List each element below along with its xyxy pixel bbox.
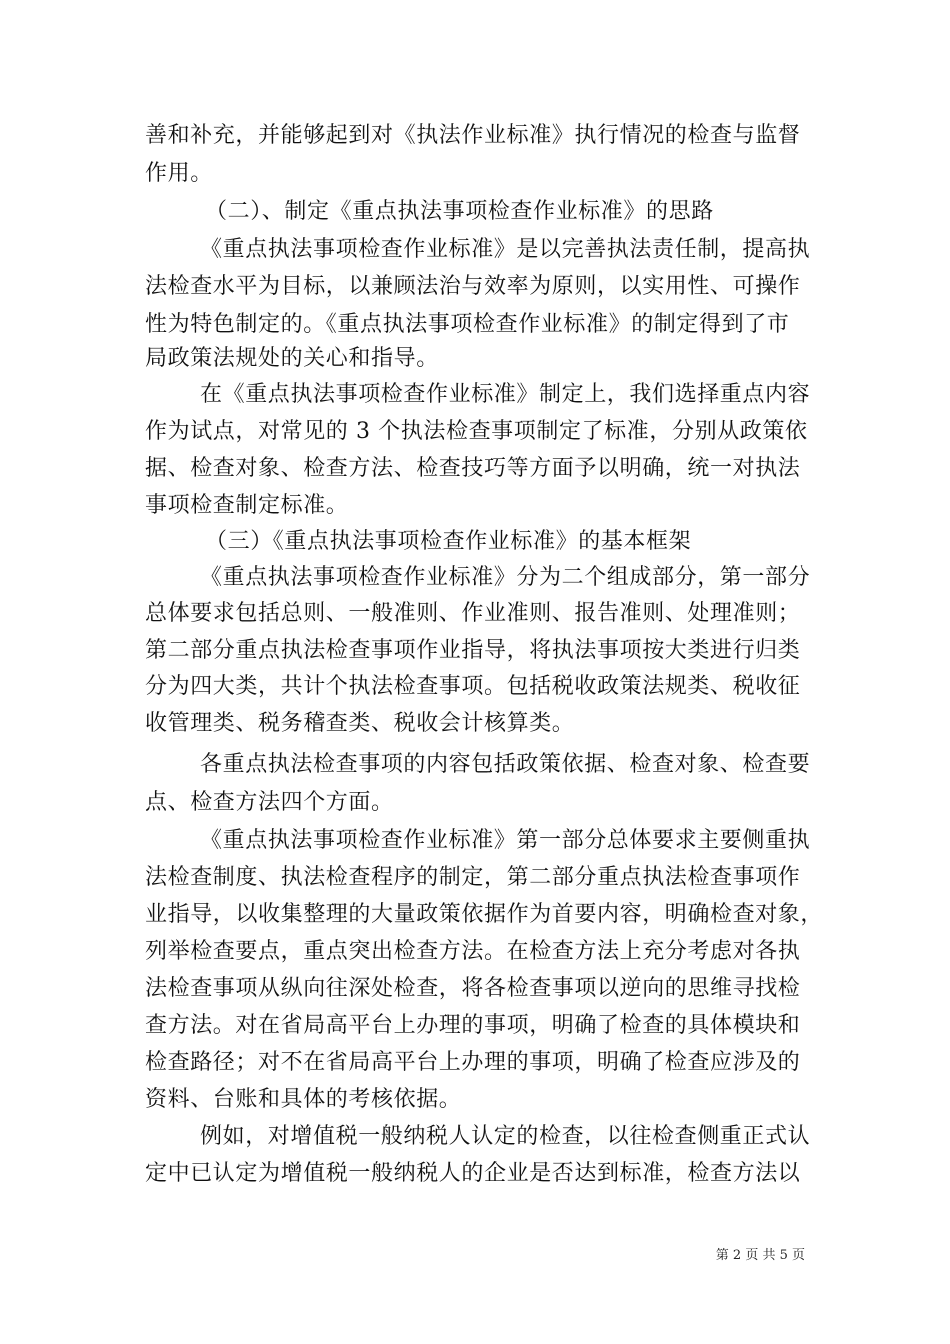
- text-line: 性为特色制定的。《重点执法事项检查作业标准》的制定得到了市: [145, 312, 790, 337]
- text-line: 各重点执法检查事项的内容包括政策依据、检查对象、检查要: [200, 752, 811, 777]
- text-line: 法检查事项从纵向往深处检查，将各检查事项以逆向的思维寻找检: [145, 976, 801, 1001]
- text-line: 例如，对增值税一般纳税人认定的检查，以往检查侧重正式认: [200, 1124, 811, 1149]
- text-line: 业指导，以收集整理的大量政策依据作为首要内容，明确检查对象，: [145, 902, 824, 927]
- text-line: 作为试点，对常见的 3 个执法检查事项制定了标准，分别从政策依: [145, 419, 808, 444]
- text-line: 检查路径；对不在省局高平台上办理的事项，明确了检查应涉及的: [145, 1050, 801, 1075]
- text-line: 总体要求包括总则、一般准则、作业准则、报告准则、处理准则；: [145, 601, 801, 626]
- text-line: 第二部分重点执法检查事项作业指导，将执法事项按大类进行归类: [145, 638, 801, 663]
- text-line: 《重点执法事项检查作业标准》第一部分总体要求主要侧重执: [200, 828, 811, 853]
- text-line: 事项检查制定标准。: [145, 493, 349, 518]
- text-line: 局政策法规处的关心和指导。: [145, 346, 439, 371]
- text-line: 分为四大类，共计个执法检查事项。包括税收政策法规类、税收征: [145, 674, 801, 699]
- section-heading: （三）《重点执法事项检查作业标准》的基本框架: [205, 529, 692, 554]
- text-line: 《重点执法事项检查作业标准》是以完善执法责任制，提高执: [200, 237, 811, 262]
- text-line: 善和补充，并能够起到对《执法作业标准》执行情况的检查与监督: [145, 123, 801, 148]
- text-line: 列举检查要点，重点突出检查方法。在检查方法上充分考虑对各执: [145, 939, 801, 964]
- text-line: 《重点执法事项检查作业标准》分为二个组成部分，第一部分: [200, 565, 811, 590]
- text-line: 据、检查对象、检查方法、检查技巧等方面予以明确，统一对执法: [145, 456, 801, 481]
- text-line: 在《重点执法事项检查作业标准》制定上，我们选择重点内容: [200, 382, 811, 407]
- text-line: 点、检查方法四个方面。: [145, 790, 394, 815]
- text-line: 收管理类、税务稽查类、税收会计核算类。: [145, 711, 575, 736]
- text-line: 资料、台账和具体的考核依据。: [145, 1087, 462, 1112]
- page-number: 第 2 页 共 5 页: [715, 1248, 805, 1263]
- text-line: 定中已认定为增值税一般纳税人的企业是否达到标准，检查方法以: [145, 1161, 801, 1186]
- section-heading: （二）、制定《重点执法事项检查作业标准》的思路: [205, 199, 714, 224]
- text-line: 法检查制度、执法检查程序的制定，第二部分重点执法检查事项作: [145, 865, 801, 890]
- text-line: 查方法。对在省局高平台上办理的事项，明确了检查的具体模块和: [145, 1013, 801, 1038]
- text-line: 作用。: [145, 161, 213, 186]
- text-line: 法检查水平为目标，以兼顾法治与效率为原则，以实用性、可操作: [145, 274, 801, 299]
